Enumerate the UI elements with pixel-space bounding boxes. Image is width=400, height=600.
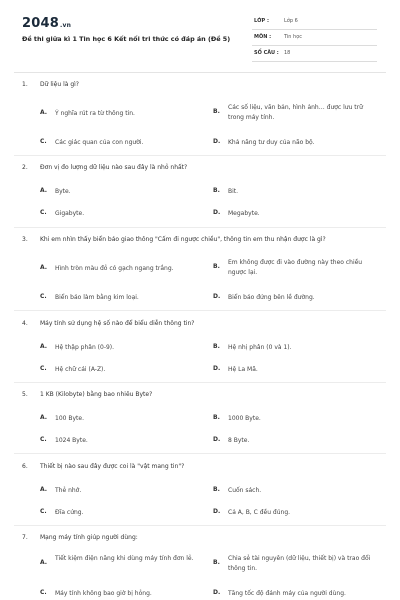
option-letter: D. <box>213 138 221 145</box>
option-letter: C. <box>40 436 47 443</box>
logo-text: 2048 <box>22 16 59 31</box>
option-text: Em không được đi vào đường này theo chiều ngược lại. <box>228 259 363 276</box>
exam-meta <box>252 14 377 62</box>
option-text: Bit. <box>228 188 239 195</box>
question-number: 1. <box>22 81 28 88</box>
meta-subject-value: Tin học <box>284 34 303 40</box>
option-letter: B. <box>213 108 220 115</box>
question-text: Thiết bị nào sau đây được coi là "vật mang tin"? <box>40 463 185 470</box>
meta-class-row <box>252 14 377 30</box>
header-divider <box>14 72 386 73</box>
option-text: Gigabyte. <box>55 210 85 217</box>
option-text: Hình tròn màu đỏ có gạch ngang trắng. <box>55 265 174 272</box>
meta-subject-label: MÔN : <box>254 34 272 40</box>
option-text: Ý nghĩa rút ra từ thông tin. <box>55 110 135 117</box>
option-text: Thẻ nhớ. <box>55 487 82 494</box>
option-letter: B. <box>213 486 220 493</box>
option-letter: A. <box>40 414 48 421</box>
question-text: Mạng máy tính giúp người dùng: <box>40 534 138 541</box>
option-letter: A. <box>40 187 48 194</box>
option-letter: B. <box>213 559 220 566</box>
question-number: 6. <box>22 463 28 470</box>
option-letter: D. <box>213 436 221 443</box>
question-text: Máy tính sử dụng hệ số nào để biểu diễn thông tin? <box>40 320 195 327</box>
question-number: 5. <box>22 391 28 398</box>
option-letter: A. <box>40 559 48 566</box>
option-text: Máy tính không bao giờ bị hỏng. <box>55 590 152 597</box>
option-text: Hệ nhị phân (0 và 1). <box>228 344 292 351</box>
question-number: 2. <box>22 164 28 171</box>
option-letter: B. <box>213 343 220 350</box>
option-letter: C. <box>40 138 47 145</box>
option-letter: D. <box>213 589 221 596</box>
question-number: 7. <box>22 534 28 541</box>
option-text: Byte. <box>55 188 71 195</box>
option-letter: C. <box>40 365 47 372</box>
question-divider <box>14 227 386 228</box>
question-text: Đơn vị đo lượng dữ liệu nào sau đây là nhỏ nhất? <box>40 164 188 171</box>
option-letter: B. <box>213 187 220 194</box>
question-number: 4. <box>22 320 28 327</box>
meta-count-value: 18 <box>284 50 291 56</box>
option-text: Megabyte. <box>228 210 260 217</box>
question-divider <box>14 525 386 526</box>
option-text: 1024 Byte. <box>55 437 88 444</box>
option-letter: D. <box>213 508 221 515</box>
question-divider <box>14 453 386 454</box>
option-letter: A. <box>40 343 48 350</box>
meta-count-label: SỐ CÂU : <box>254 50 279 56</box>
question-text: Dữ liệu là gì? <box>40 81 79 88</box>
option-letter: B. <box>213 414 220 421</box>
option-text: Khả năng tư duy của não bộ. <box>228 139 315 146</box>
meta-subject-row <box>252 30 377 46</box>
option-text: Hệ chữ cái (A-Z). <box>55 366 106 373</box>
option-text: 1000 Byte. <box>228 415 261 422</box>
option-letter: C. <box>40 209 47 216</box>
option-letter: B. <box>213 263 220 270</box>
option-letter: D. <box>213 293 221 300</box>
option-letter: D. <box>213 365 221 372</box>
question-text: Khi em nhìn thấy biển báo giao thông "Cấm đi ngược chiều", thông tin em thu nhận được là gì? <box>40 236 326 243</box>
option-letter: C. <box>40 589 47 596</box>
option-text: Biển báo làm bằng kim loại. <box>55 294 139 301</box>
option-text: Chia sẻ tài nguyên (dữ liệu, thiết bị) và trao đổi thông tin. <box>228 555 371 572</box>
option-text: Các số liệu, văn bản, hình ảnh… được lưu trữ trong máy tính. <box>228 104 363 121</box>
option-text: Hệ La Mã. <box>228 366 258 373</box>
question-number: 3. <box>22 236 28 243</box>
question-divider <box>14 310 386 311</box>
option-letter: C. <box>40 508 47 515</box>
option-text: Cuốn sách. <box>228 487 262 494</box>
logo-suffix: .vn <box>59 22 72 29</box>
meta-count-row <box>252 46 377 62</box>
question-text: 1 KB (Kilobyte) bằng bao nhiêu Byte? <box>40 391 153 398</box>
option-letter: A. <box>40 486 48 493</box>
option-text: Đĩa cứng. <box>55 509 84 516</box>
option-text: Các giác quan của con người. <box>55 139 144 146</box>
option-text: Tiết kiệm điện năng khi dùng máy tính đơn lẻ. <box>55 555 194 562</box>
site-logo[interactable] <box>22 16 71 31</box>
option-letter: A. <box>40 109 48 116</box>
exam-title: Đề thi giữa kì 1 Tin học 6 Kết nối tri thức có đáp án (Đề 5) <box>22 35 231 43</box>
meta-class-label: LỚP : <box>254 18 269 24</box>
option-text: Biển báo đứng bên lề đường. <box>228 294 315 301</box>
option-text: 100 Byte. <box>55 415 84 422</box>
question-divider <box>14 155 386 156</box>
option-letter: D. <box>213 209 221 216</box>
option-letter: A. <box>40 264 48 271</box>
exam-header <box>0 0 400 68</box>
option-letter: C. <box>40 293 47 300</box>
option-text: Tăng tốc độ đánh máy của người dùng. <box>228 590 346 597</box>
option-text: Cả A, B, C đều đúng. <box>228 509 291 516</box>
question-divider <box>14 382 386 383</box>
meta-class-value: Lớp 6 <box>284 18 298 24</box>
option-text: Hệ thập phân (0-9). <box>55 344 115 351</box>
option-text: 8 Byte. <box>228 437 250 444</box>
